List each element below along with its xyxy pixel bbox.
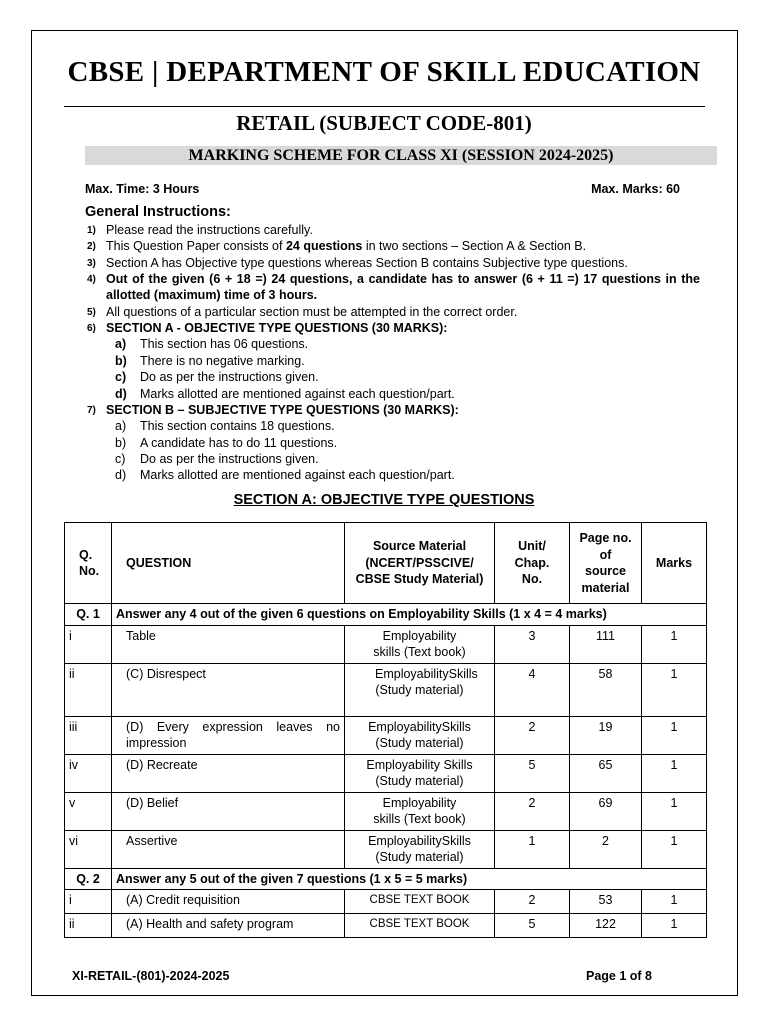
point-text: Do as per the instructions given. bbox=[140, 452, 319, 466]
page: 19 bbox=[570, 716, 642, 754]
section-a-point bbox=[115, 386, 455, 403]
unit: 5 bbox=[495, 914, 570, 938]
sub-number: i bbox=[65, 890, 112, 914]
unit: 2 bbox=[495, 792, 570, 830]
instruction-text-part: in two sections – Section A & Section B. bbox=[362, 239, 587, 253]
instruction-number: 6) bbox=[87, 323, 96, 334]
section-a-point bbox=[115, 353, 305, 370]
footer-page-number: Page 1 of 8 bbox=[586, 969, 652, 983]
point-letter: a) bbox=[115, 337, 127, 351]
instruction-number: 1) bbox=[87, 225, 96, 236]
page: 53 bbox=[570, 890, 642, 914]
title-divider bbox=[64, 106, 705, 107]
unit: 2 bbox=[495, 716, 570, 754]
sub-number: vi bbox=[65, 830, 112, 868]
table-row bbox=[65, 663, 707, 716]
unit: 3 bbox=[495, 625, 570, 663]
answer: (D) Recreate bbox=[112, 754, 345, 792]
source: EmployabilitySkills (Study material) bbox=[345, 716, 495, 754]
sub-number: ii bbox=[65, 663, 112, 716]
page: 122 bbox=[570, 914, 642, 938]
instruction-text: allotted (maximum) time of 3 hours. bbox=[106, 288, 318, 302]
section-b-point bbox=[115, 451, 319, 468]
header-question: QUESTION bbox=[112, 523, 345, 604]
marks: 1 bbox=[642, 716, 707, 754]
instruction-text: Out of the given (6 + 18 =) 24 questions, a candidate has to answer (6 + 11 =) 17 questions in the bbox=[106, 272, 700, 286]
source: Employability Skills (Study material) bbox=[345, 754, 495, 792]
header-marks: Marks bbox=[642, 523, 707, 604]
section-b-point bbox=[115, 435, 337, 452]
point-letter: c) bbox=[115, 370, 127, 384]
section-b-point bbox=[115, 467, 455, 484]
marks: 1 bbox=[642, 754, 707, 792]
general-instructions-title: General Instructions: bbox=[85, 204, 231, 220]
point-letter: c) bbox=[115, 452, 126, 466]
subject-title: RETAIL (SUBJECT CODE-801) bbox=[236, 111, 532, 135]
answer: Assertive bbox=[112, 830, 345, 868]
instruction-number: 3) bbox=[87, 258, 96, 269]
instruction-3 bbox=[85, 255, 700, 272]
instruction-5 bbox=[85, 304, 700, 321]
table-row bbox=[65, 716, 707, 754]
marks: 1 bbox=[642, 914, 707, 938]
marking-table bbox=[64, 522, 707, 938]
point-text: A candidate has to do 11 questions. bbox=[140, 436, 338, 450]
marks: 1 bbox=[642, 625, 707, 663]
instruction-text-part: This Question Paper consists of bbox=[106, 239, 286, 253]
instruction-4-cont bbox=[85, 287, 700, 304]
unit: 4 bbox=[495, 663, 570, 716]
question-number: Q. 2 bbox=[65, 868, 112, 890]
point-text: Marks allotted are mentioned against each question/part. bbox=[140, 387, 455, 401]
marks: 1 bbox=[642, 663, 707, 716]
sub-number: iii bbox=[65, 716, 112, 754]
instruction-6 bbox=[85, 320, 700, 337]
marks: 1 bbox=[642, 792, 707, 830]
marks: 1 bbox=[642, 830, 707, 868]
page: 65 bbox=[570, 754, 642, 792]
instruction-text: Section A has Objective type questions whereas Section B contains Subjective type questions. bbox=[106, 256, 628, 270]
instruction-text bbox=[106, 238, 700, 255]
point-letter: a) bbox=[115, 419, 127, 433]
sub-number: i bbox=[65, 625, 112, 663]
instruction-number: 2) bbox=[87, 241, 96, 252]
source: CBSE TEXT BOOK bbox=[345, 890, 495, 914]
instruction-number: 4) bbox=[87, 274, 96, 285]
point-letter: d) bbox=[115, 387, 127, 401]
source: Employability skills (Text book) bbox=[345, 625, 495, 663]
table-header-row bbox=[65, 523, 707, 604]
point-letter: b) bbox=[115, 436, 127, 450]
instruction-1 bbox=[85, 222, 700, 239]
table-row bbox=[65, 830, 707, 868]
question-instruction: Answer any 5 out of the given 7 questions (1 x 5 = 5 marks) bbox=[112, 868, 707, 890]
answer: (D) Belief bbox=[112, 792, 345, 830]
point-text: There is no negative marking. bbox=[140, 354, 305, 368]
marks: 1 bbox=[642, 890, 707, 914]
source: EmployabilitySkills (Study material) bbox=[345, 663, 495, 716]
point-text: This section contains 18 questions. bbox=[140, 419, 335, 433]
section-a-title: SECTION A: OBJECTIVE TYPE QUESTIONS bbox=[233, 492, 535, 508]
table-row bbox=[65, 792, 707, 830]
header-source: Source Material (NCERT/PSSCIVE/ CBSE Study Material) bbox=[345, 523, 495, 604]
header-page: Page no. of source material bbox=[570, 523, 642, 604]
page: 58 bbox=[570, 663, 642, 716]
question-number: Q. 1 bbox=[65, 604, 112, 626]
page: 69 bbox=[570, 792, 642, 830]
instruction-text: All questions of a particular section must be attempted in the correct order. bbox=[106, 305, 518, 319]
footer-code: XI-RETAIL-(801)-2024-2025 bbox=[72, 969, 230, 983]
sub-number: ii bbox=[65, 914, 112, 938]
point-text: This section has 06 questions. bbox=[140, 337, 309, 351]
answer: (D) Every expression leaves no impression bbox=[112, 716, 345, 754]
point-letter: d) bbox=[115, 468, 127, 482]
source: CBSE TEXT BOOK bbox=[345, 914, 495, 938]
instruction-4 bbox=[85, 271, 700, 288]
instruction-text: SECTION B – SUBJECTIVE TYPE QUESTIONS (30 MARKS): bbox=[106, 403, 459, 417]
instruction-text: Please read the instructions carefully. bbox=[106, 223, 313, 237]
marking-scheme-title: MARKING SCHEME FOR CLASS XI (SESSION 2024-2025) bbox=[85, 146, 717, 165]
instruction-text-bold: 24 questions bbox=[285, 239, 363, 253]
instruction-7 bbox=[85, 402, 700, 419]
unit: 2 bbox=[495, 890, 570, 914]
table-row bbox=[65, 890, 707, 914]
point-text: Marks allotted are mentioned against each question/part. bbox=[140, 468, 455, 482]
answer: (A) Health and safety program bbox=[112, 914, 345, 938]
section-a-point bbox=[115, 369, 319, 386]
instruction-2 bbox=[85, 238, 700, 255]
header-unit: Unit/ Chap. No. bbox=[495, 523, 570, 604]
page: 111 bbox=[570, 625, 642, 663]
table-row bbox=[65, 625, 707, 663]
answer: (A) Credit requisition bbox=[112, 890, 345, 914]
question-instruction: Answer any 4 out of the given 6 questions on Employability Skills (1 x 4 = 4 marks) bbox=[112, 604, 707, 626]
max-marks: Max. Marks: 60 bbox=[591, 182, 680, 196]
sub-number: v bbox=[65, 792, 112, 830]
page: 2 bbox=[570, 830, 642, 868]
max-time: Max. Time: 3 Hours bbox=[85, 182, 200, 196]
answer: (C) Disrespect bbox=[112, 663, 345, 716]
instruction-number: 5) bbox=[87, 307, 96, 318]
source: Employability skills (Text book) bbox=[345, 792, 495, 830]
main-title: CBSE | DEPARTMENT OF SKILL EDUCATION bbox=[67, 56, 701, 88]
table-row bbox=[65, 914, 707, 938]
point-letter: b) bbox=[115, 354, 127, 368]
instruction-number: 7) bbox=[87, 405, 96, 416]
section-b-point bbox=[115, 418, 335, 435]
section-a-point bbox=[115, 336, 308, 353]
unit: 5 bbox=[495, 754, 570, 792]
table-row bbox=[65, 754, 707, 792]
question-group-row bbox=[65, 868, 707, 890]
answer: Table bbox=[112, 625, 345, 663]
source: EmployabilitySkills (Study material) bbox=[345, 830, 495, 868]
question-group-row bbox=[65, 604, 707, 626]
sub-number: iv bbox=[65, 754, 112, 792]
header-qno: Q. No. bbox=[65, 523, 112, 604]
point-text: Do as per the instructions given. bbox=[140, 370, 319, 384]
instruction-text: SECTION A - OBJECTIVE TYPE QUESTIONS (30 MARKS): bbox=[106, 321, 448, 335]
unit: 1 bbox=[495, 830, 570, 868]
